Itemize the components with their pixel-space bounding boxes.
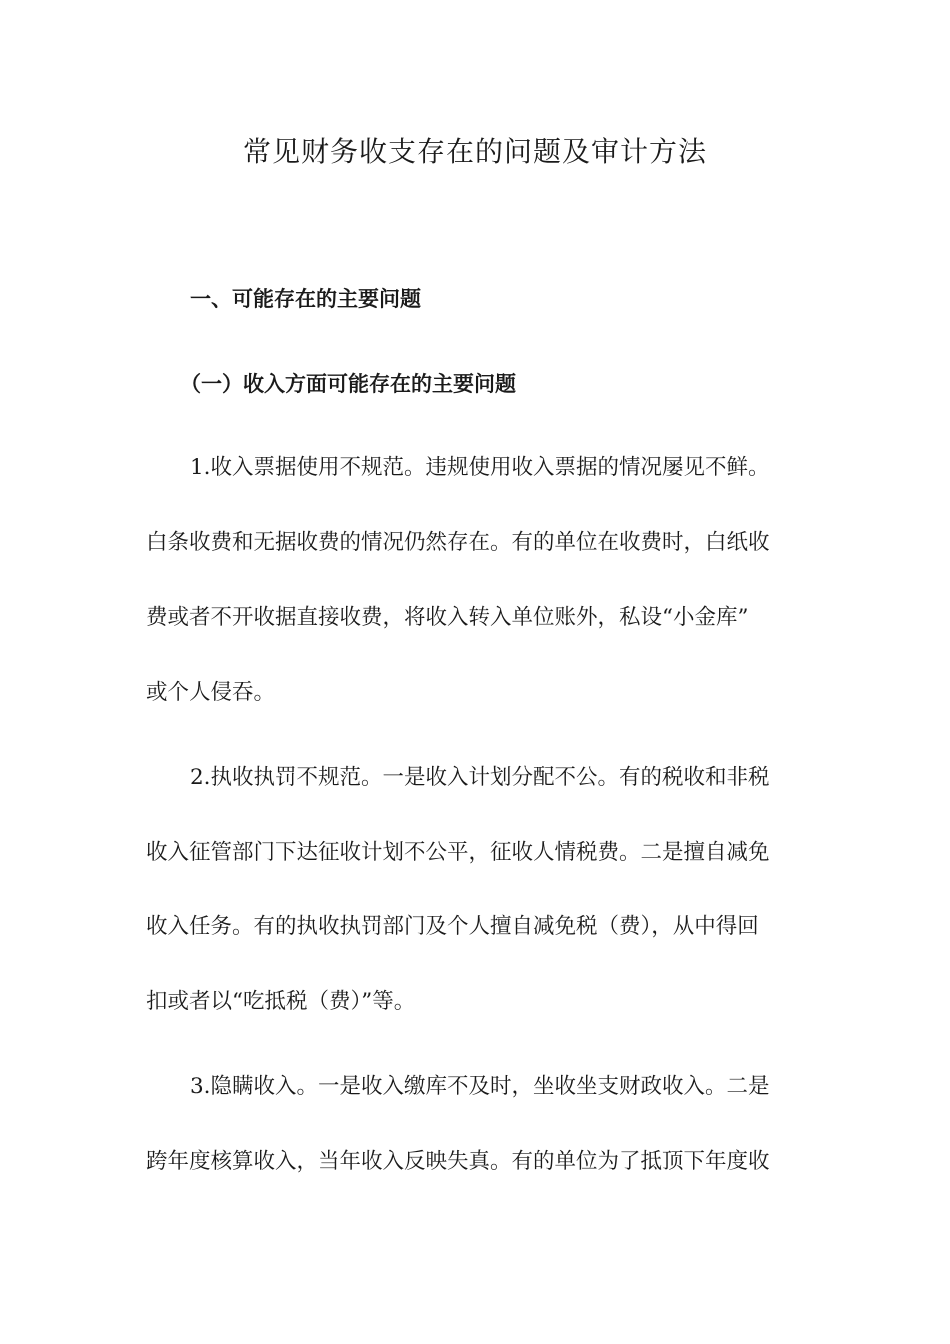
subsection-heading: （一）收入方面可能存在的主要问题 <box>180 372 516 396</box>
paragraph-1-line-1: 1.收入票据使用不规范。违规使用收入票据的情况屡见不鲜。 <box>190 455 770 480</box>
paragraph-2-line-2: 收入征管部门下达征收计划不公平，征收人情税费。二是擅自减免 <box>146 840 770 865</box>
paragraph-2-line-4: 扣或者以“吃抵税（费）”等。 <box>146 989 416 1014</box>
paragraph-1-line-3: 费或者不开收据直接收费，将收入转入单位账外，私设“小金库” <box>146 605 749 630</box>
paragraph-2-line-3: 收入任务。有的执收执罚部门及个人擅自减免税（费），从中得回 <box>146 914 759 939</box>
document-title: 常见财务收支存在的问题及审计方法 <box>242 135 707 168</box>
paragraph-3-line-2: 跨年度核算收入，当年收入反映失真。有的单位为了抵顶下年度收 <box>146 1149 770 1174</box>
section-heading: 一、可能存在的主要问题 <box>190 287 421 311</box>
paragraph-1-line-2: 白条收费和无据收费的情况仍然存在。有的单位在收费时，白纸收 <box>146 530 770 555</box>
paragraph-3-line-1: 3.隐瞒收入。一是收入缴库不及时，坐收坐支财政收入。二是 <box>190 1074 770 1099</box>
paragraph-2-line-1: 2.执收执罚不规范。一是收入计划分配不公。有的税收和非税 <box>190 765 770 790</box>
paragraph-1-line-4: 或个人侵吞。 <box>146 680 276 705</box>
